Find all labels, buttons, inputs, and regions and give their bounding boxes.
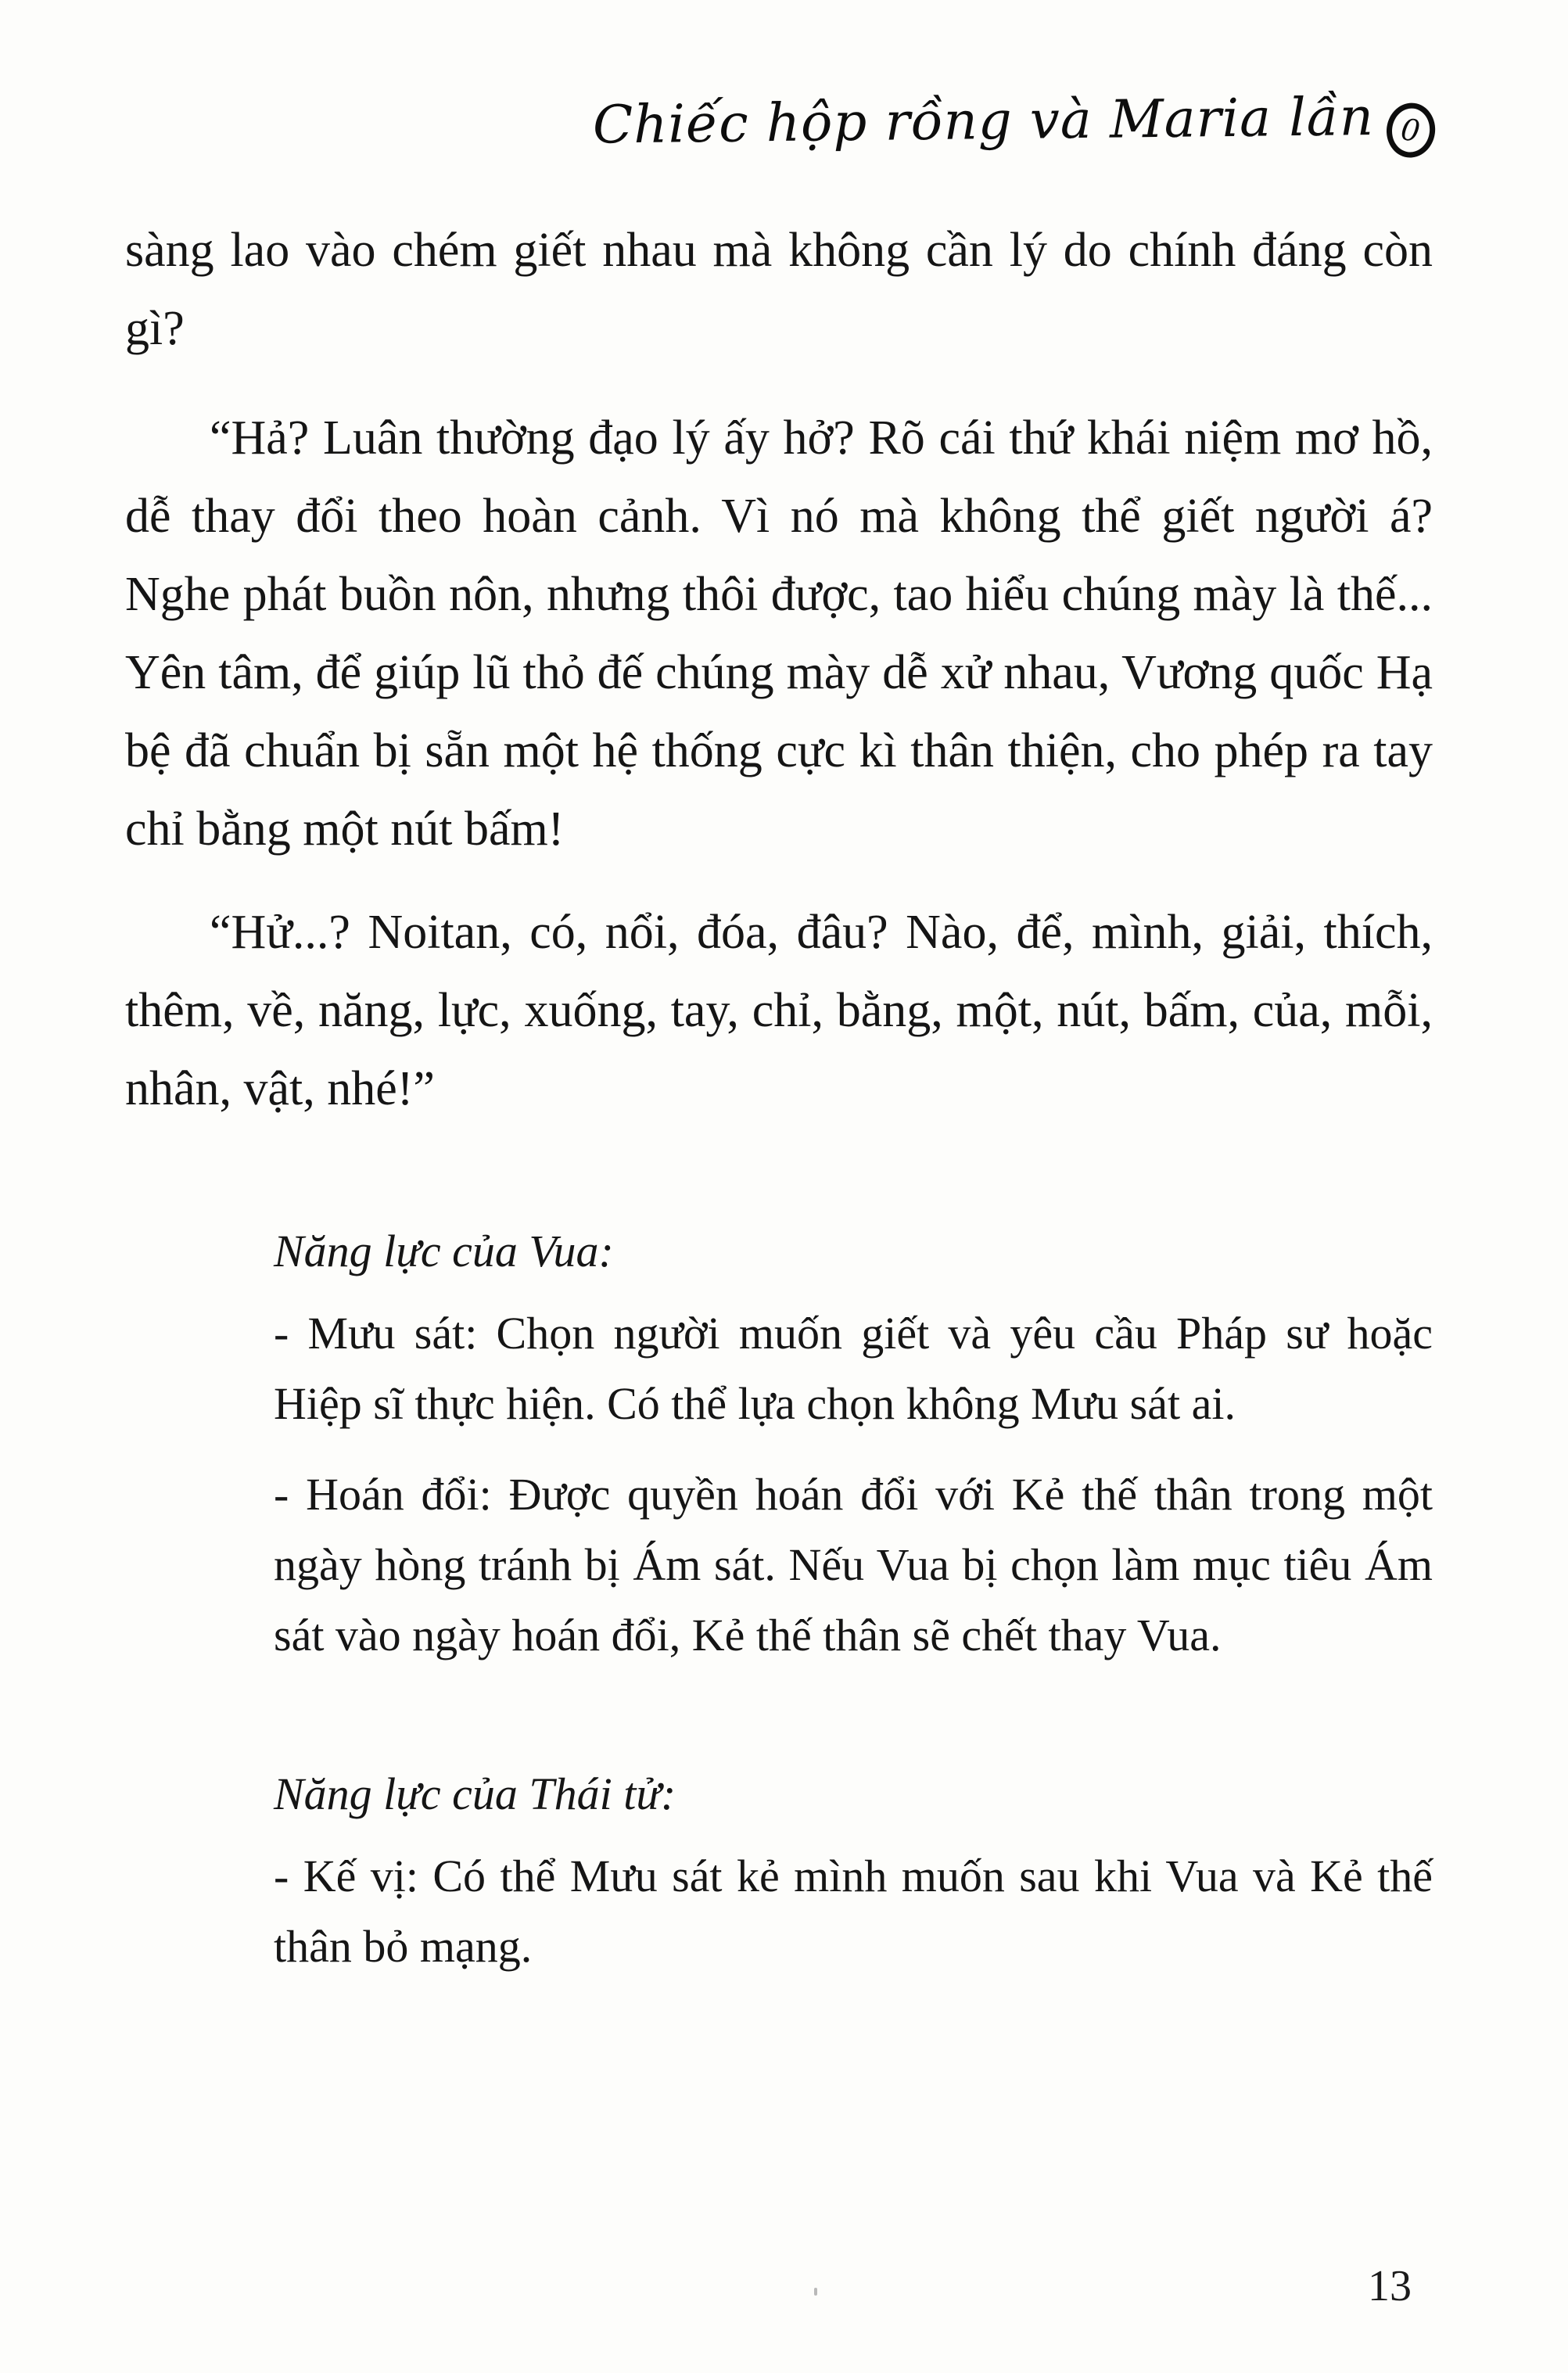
running-head-title: Chiếc hộp rồng và Maria lần — [592, 86, 1375, 156]
body-paragraph: sàng lao vào chém giết nhau mà không cần lý do chính đáng còn gì? — [125, 224, 1433, 355]
ability-item-ke-vi: - Kế vị: Có thể Mưu sát kẻ mình muốn sau khi Vua và Kẻ thế thân bỏ mạng. — [274, 1851, 1433, 1972]
page-number: 13 — [1368, 2262, 1412, 2310]
section-heading-thai-tu: Năng lực của Thái tử: — [274, 1768, 676, 1819]
scan-speck — [814, 2288, 817, 2296]
body-paragraph: “Hả? Luân thường đạo lý ấy hở? Rõ cái thứ khái niệm mơ hồ, dễ thay đổi theo hoàn cảnh. Vì nó mà không thể giết người á? Nghe phát buồn nôn, nhưng thôi được, tao hiểu chúng mày là thế... Yên tâm, để giúp lũ thỏ đế chúng mày dễ xử nhau, Vương quốc Hạ bệ đã chuẩn bị sẵn một hệ thống cực kì thân thiện, cho phép ra tay chỉ bằng một nút bấm! — [125, 411, 1433, 856]
section-king-abilities — [274, 1214, 1433, 1671]
ability-item-hoan-doi: - Hoán đổi: Được quyền hoán đổi với Kẻ thế thân trong một ngày hòng tránh bị Ám sát. Nếu Vua bị chọn làm mục tiêu Ám sát vào ngày hoán đổi, Kẻ thế thân sẽ chết thay Vua. — [274, 1469, 1433, 1660]
ability-item-muu-sat: - Mưu sát: Chọn người muốn giết và yêu cầu Pháp sư hoặc Hiệp sĩ thực hiện. Có thể lựa chọn không Mưu sát ai. — [274, 1308, 1433, 1429]
section-heading-vua: Năng lực của Vua: — [274, 1226, 614, 1276]
body-paragraph: “Hử...? Noitan, có, nổi, đóa, đâu? Nào, để, mình, giải, thích, thêm, về, năng, lực, xuống, tay, chỉ, bằng, một, nút, bấm, của, mỗi, nhân, vật, nhé!” — [125, 906, 1433, 1115]
volume-number: 0 — [1398, 112, 1423, 149]
running-head — [125, 85, 1436, 171]
section-crown-prince-abilities — [274, 1757, 1433, 1982]
page-body — [125, 211, 1433, 1982]
volume-zero-badge — [1383, 100, 1438, 160]
